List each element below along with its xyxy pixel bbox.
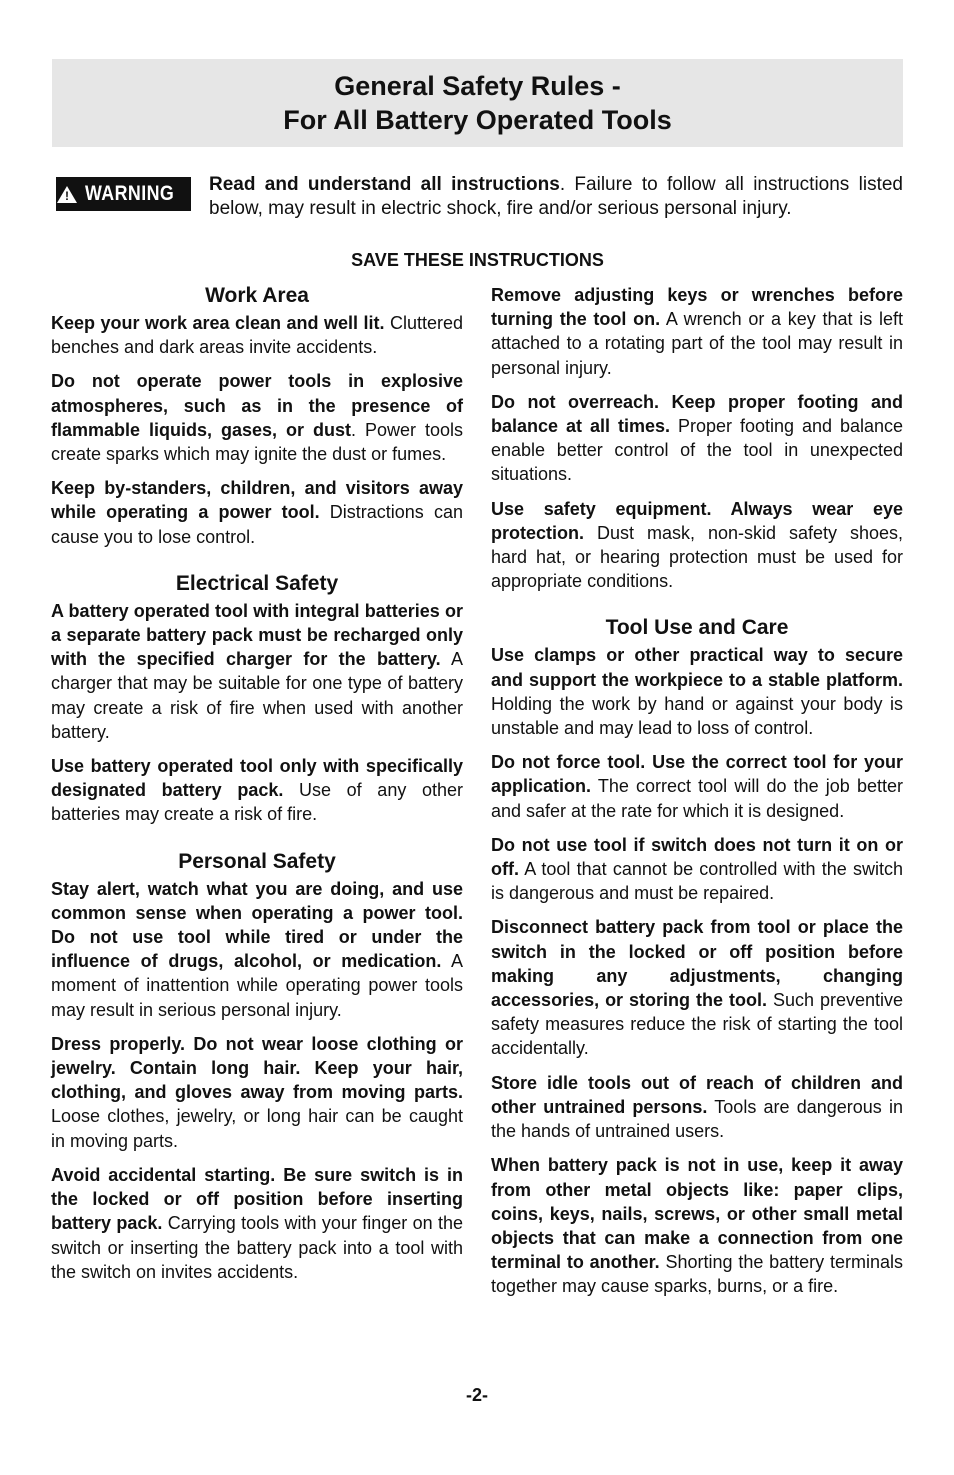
rule-text: Use of any other batteries may create a risk of fire. — [51, 780, 463, 825]
safety-rule — [491, 915, 903, 1060]
rule-bold-text: Do not use tool if switch does not turn it on or off. — [491, 834, 903, 880]
section-heading-tool-use-and-care: Tool Use and Care — [605, 616, 789, 640]
rule-text: Such preventive safety measures reduce the risk of starting the tool accidentally. — [491, 990, 904, 1059]
rule-bold-text: Use clamps or other practical way to secure and support the workpiece to a stable platform. — [491, 645, 903, 690]
safety-rule — [491, 390, 903, 487]
page-number: -2- — [466, 1385, 488, 1405]
warning-text: . Failure to follow all instructions listed below, may result in electric shock, fire and/or serious personal injury. — [209, 174, 903, 219]
rule-text: Cluttered benches and dark areas invite accidents. — [51, 313, 463, 358]
rule-text: A moment of inattention while operating power tools may result in serious personal injury. — [51, 951, 463, 1020]
rule-text: A charger that may be suitable for one type of battery may create a risk of fire when used with another battery. — [51, 649, 463, 742]
rule-bold-text: Do not operate power tools in explosive atmospheres, such as in the presence of flammable liquids, gases, or dust — [51, 371, 463, 440]
rule-bold-text: Keep your work area clean and well lit. — [51, 313, 385, 333]
safety-rule — [51, 476, 463, 549]
safety-rule — [51, 311, 463, 359]
rule-text: Distractions can cause you to lose control. — [51, 502, 463, 547]
rule-bold-text: Remove adjusting keys or wrenches before turning the tool on. — [491, 285, 903, 330]
safety-rule — [51, 1163, 463, 1284]
warning-triangle-icon: ! — [57, 186, 77, 203]
rule-text: Shorting the battery terminals together may cause sparks, burns, or a fire. — [491, 1252, 904, 1297]
rule-text: Holding the work by hand or against your body is unstable and may lead to loss of control. — [491, 693, 903, 739]
rule-bold-text: Use safety equipment. Always wear eye protection. — [491, 498, 903, 543]
left-column — [51, 283, 463, 1294]
section-heading-electrical-safety: Electrical Safety — [175, 571, 339, 595]
safety-rule — [491, 1153, 903, 1298]
rule-text: A wrench or a key that is left attached to a rotating part of the tool may result in personal injury. — [491, 309, 903, 378]
rule-bold-text: Do not force tool. Use the correct tool for your application. — [491, 752, 903, 797]
safety-rule — [491, 643, 903, 740]
warning-intro — [52, 173, 903, 221]
page-title-line-1: General Safety Rules - — [334, 71, 621, 101]
rule-text: Tools are dangerous in the hands of untrained users. — [491, 1096, 903, 1142]
rule-text: The correct tool will do the job better and safer at the rate for which it is designed. — [491, 776, 903, 821]
rule-bold-text: A battery operated tool with integral batteries or a separate battery pack must be recharged only with the specified charger for the battery. — [51, 600, 463, 670]
safety-rule — [51, 599, 463, 744]
rule-bold-text: When battery pack is not in use, keep it away from other metal objects like: paper clips, coins, keys, nails, screws, or other small metal objects that can make a connection from one terminal to another. — [491, 1155, 903, 1273]
safety-rule — [491, 497, 903, 594]
safety-rule — [491, 833, 903, 906]
title-banner — [52, 59, 903, 147]
rule-text: Loose clothes, jewelry, or long hair can be caught in moving parts. — [51, 1106, 463, 1151]
safety-rule — [51, 754, 463, 827]
safety-rule — [491, 283, 903, 380]
safety-rule — [51, 1032, 463, 1153]
page-title-line-2: For All Battery Operated Tools — [283, 105, 672, 135]
rule-bold-text: Disconnect battery pack from tool or place the switch in the locked or off position before making any adjustments, changing accessories, or storing the tool. — [491, 917, 903, 1011]
rule-bold-text: Keep by-standers, children, and visitors away while operating a power tool. — [51, 478, 463, 523]
rule-text: A tool that cannot be controlled with the switch is dangerous and must be repaired. — [491, 859, 903, 904]
safety-rule — [51, 877, 463, 1022]
rule-bold-text: Store idle tools out of reach of children and other untrained persons. — [491, 1072, 903, 1117]
rule-bold-text: Avoid accidental starting. Be sure switch is in the locked or off position before inserting battery pack. — [51, 1164, 463, 1234]
rule-bold-text: Dress properly. Do not wear loose clothing or jewelry. Contain long hair. Keep your hair, clothing, and gloves away from moving parts. — [51, 1033, 463, 1103]
safety-rule — [51, 369, 463, 466]
rule-bold-text: Stay alert, watch what you are doing, and use common sense when operating a power tool. Do not use tool while tired or under the influence of drugs, alcohol, or medication. — [51, 878, 463, 972]
warning-badge — [56, 177, 191, 211]
rule-text: . Power tools create sparks which may ignite the dust or fumes. — [51, 419, 464, 465]
rule-bold-text: Do not overreach. Keep proper footing and balance at all times. — [491, 391, 903, 437]
rule-text: Dust mask, non-skid safety shoes, hard hat, or hearing protection must be used for appropriate conditions. — [491, 522, 903, 592]
section-heading-personal-safety: Personal Safety — [178, 849, 336, 873]
rule-text: Proper footing and balance enable better control of the tool in unexpected situations. — [491, 416, 904, 485]
warning-bold-text: Read and understand all instructions — [209, 174, 560, 195]
save-instructions: SAVE THESE INSTRUCTIONS — [351, 250, 604, 270]
section-heading-work-area: Work Area — [205, 284, 309, 307]
safety-rule — [491, 750, 903, 823]
rule-bold-text: Use battery operated tool only with specifically designated battery pack. — [51, 756, 463, 801]
warning-badge-label: WARNING — [85, 182, 175, 205]
rule-text: Carrying tools with your finger on the switch or inserting the battery pack into a tool with the switch on invites accidents. — [51, 1213, 463, 1282]
right-column — [491, 283, 903, 1309]
safety-rule — [491, 1071, 903, 1144]
